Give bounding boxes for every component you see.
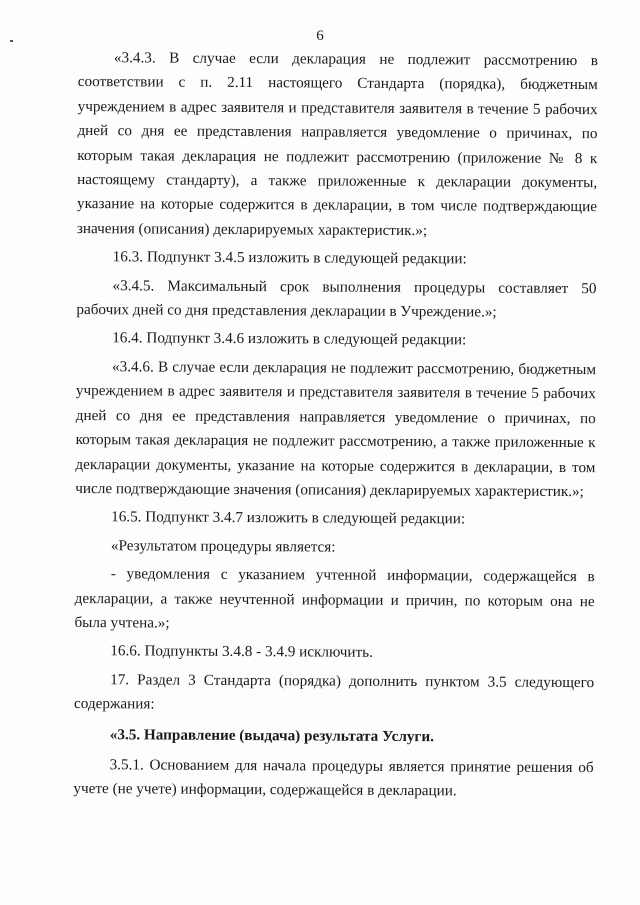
paragraph-3-4-5: «3.4.5. Максимальный срок выполнения процедуры составляет 50 рабочих дней со дня представления декларации в Учреждение.»; <box>76 276 597 321</box>
paragraph-17: 17. Раздел 3 Стандарта (порядка) дополнить пунктом 3.5 следующего содержания: <box>73 670 595 713</box>
paragraph-16-5: 16.5. Подпункт 3.4.7 изложить в следующей редакции: <box>111 508 466 528</box>
paragraph-3-5-1: 3.5.1. Основанием для начала процедуры является принятие решения об учете (не учете) информации, содержащейся в декларации. <box>73 756 594 800</box>
paragraph-3-4-6: «3.4.6. В случае если декларация не подлежит рассмотрению, бюджетным учреждением в адрес заявителя и представителя заявителя в течение 5 рабочих дней со дня ее представления направляется уведомление о причинах, по которым такая декларация не подлежит рассмотрению, а также приложенные к декларации документы, указание на которые содержится в декларации, в том числе подтверждающие значения (описания) декларируемых характеристик.»; <box>75 358 597 501</box>
paragraph-result-intro: «Результатом процедуры является: <box>110 536 336 556</box>
paragraph-16-4: 16.4. Подпункт 3.4.6 изложить в следующей редакции: <box>112 329 467 349</box>
paragraph-3-4-3: «3.4.3. В случае если декларация не подлежит рассмотрению в соответствии с п. 2.11 настоящего Стандарта (порядка), бюджетным учреждением в адрес заявителя и представителя заявителя в течение 5 рабочих дней со дня ее представления направляется уведомление о причинах, по которым такая декларация не подлежит рассмотрению (приложение № 8 к настоящему стандарту), а также приложенные к декларации документы, указание на которые содержится в декларации, в том числе подтверждающие значения (описания) декларируемых характеристик.»; <box>76 49 598 239</box>
document-body <box>73 46 598 809</box>
paragraph-result-item: - уведомления с указанием учтенной информации, содержащейся в декларации, а также неучтенной информации и причин, по которым она не была учтена.»; <box>74 565 595 632</box>
paragraph-16-6: 16.6. Подпункты 3.4.8 - 3.4.9 исключить. <box>110 642 373 662</box>
section-heading-3-5: «3.5. Направление (выдача) результата Услуги. <box>109 725 434 745</box>
page-number: 6 <box>316 28 324 44</box>
paragraph-16-3: 16.3. Подпункт 3.4.5 изложить в следующей редакции: <box>112 248 467 268</box>
